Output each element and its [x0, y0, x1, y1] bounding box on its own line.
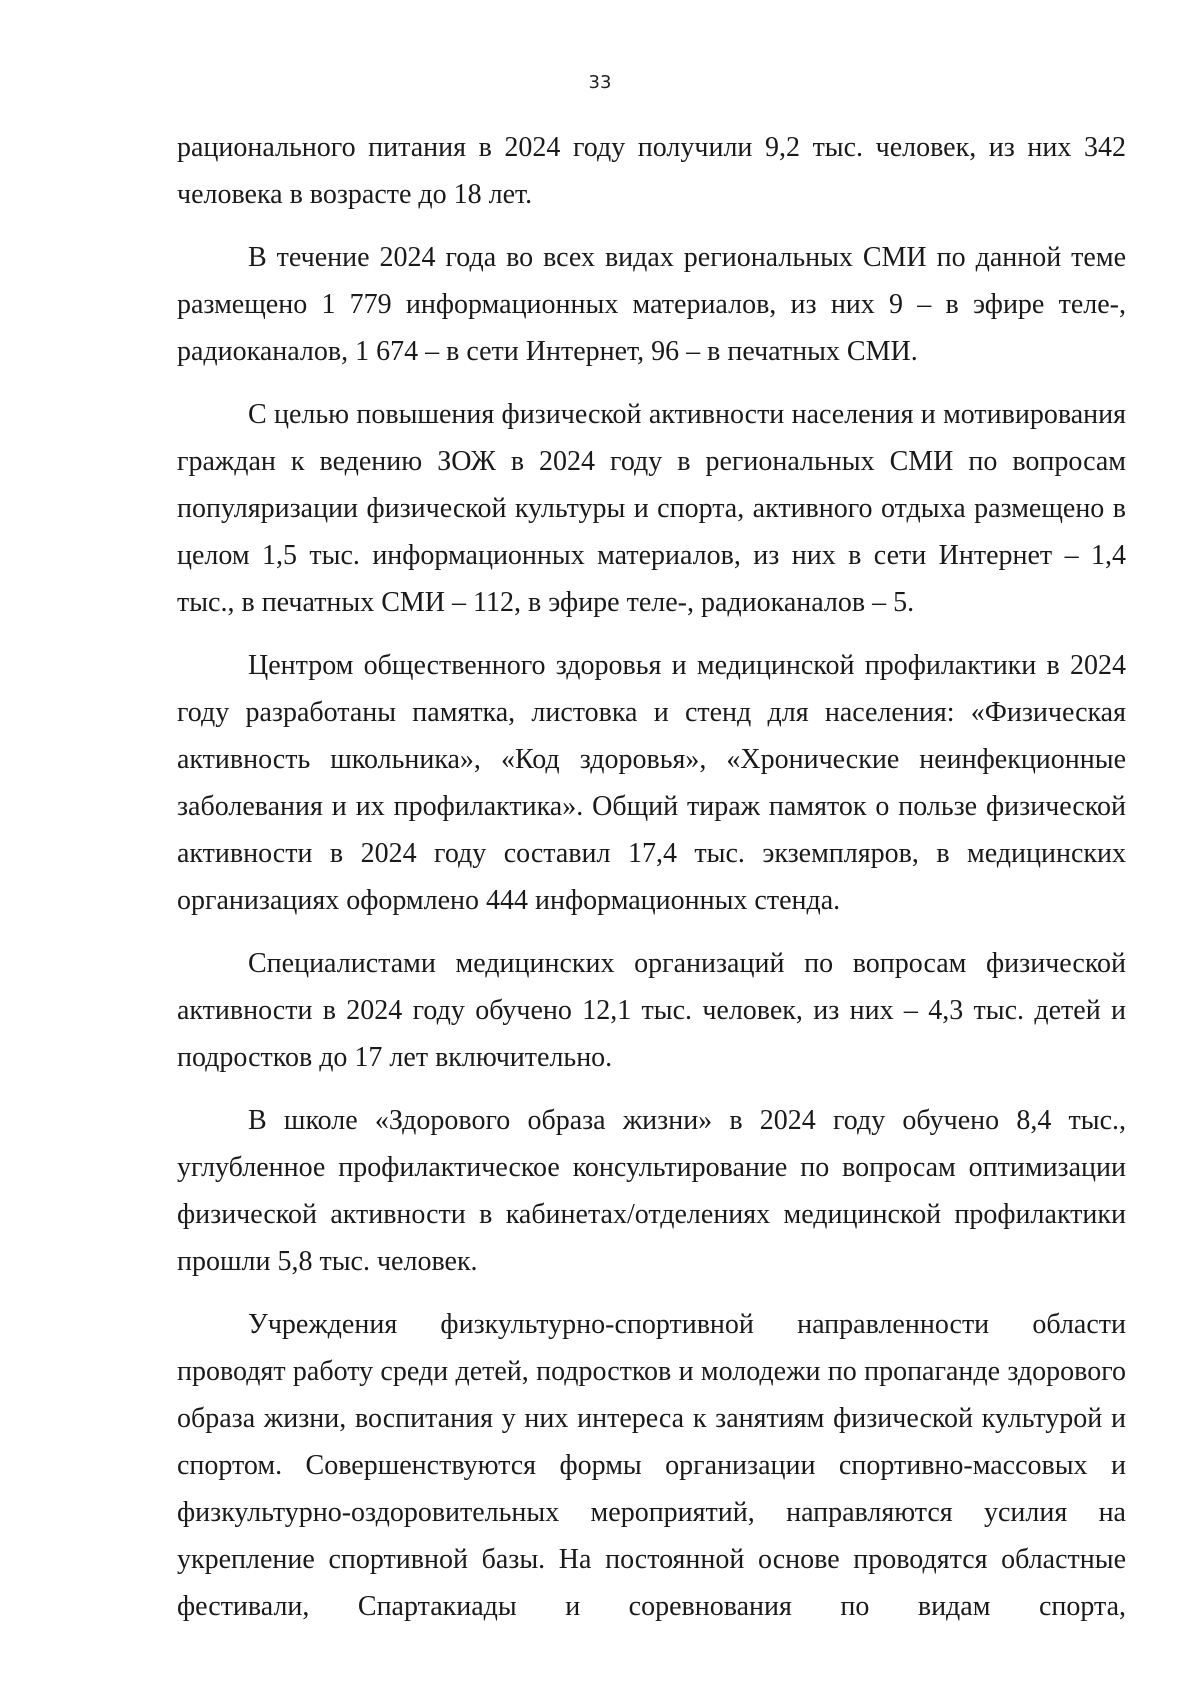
paragraph-medical-training: Специалистами медицинских организаций по вопросам физической активности в 2024 году обучено 12,1 тыс. человек, из них – 4,3 тыс. детей и подростков до 17 лет включительно. [177, 948, 1126, 1073]
paragraph-health-center-materials: Центром общественного здоровья и медицинской профилактики в 2024 году разработаны памятка, листовка и стенд для населения: «Физическая активность школьника», «Код здоровья», «Хронические неинфекционные заболевания и их профилактика». Общий тираж памяток о пользе физической активности в 2024 году составил 17,4 тыс. экземпляров, в медицинских организациях оформлено 444 информационных стенда. [177, 650, 1126, 916]
body-text [177, 124, 1126, 1630]
page-number: 33 [588, 72, 612, 93]
paragraph-nutrition-results: рационального питания в 2024 году получили 9,2 тыс. человек, из них 342 человека в возрасте до 18 лет. [177, 132, 1126, 210]
paragraph-physical-activity-media: С целью повышения физической активности населения и мотивирования граждан к ведению ЗОЖ в 2024 году в региональных СМИ по вопросам популяризации физической культуры и спорта, активного отдыха размещено в целом 1,5 тыс. информационных материалов, из них в сети Интернет – 1,4 тыс., в печатных СМИ – 112, в эфире теле-, радиоканалов – 5. [177, 399, 1126, 618]
paragraph-sports-institutions: Учреждения физкультурно-спортивной направленности области проводят работу среди детей, подростков и молодежи по пропаганде здорового образа жизни, воспитания у них интереса к занятиям физической культурой и спортом. Совершенствуются формы организации спортивно-массовых и физкультурно-оздоровительных мероприятий, направляются усилия на укрепление спортивной базы. На постоянной основе проводятся областные фестивали, Спартакиады и соревнования по видам спорта, [177, 1309, 1126, 1622]
paragraph-media-materials: В течение 2024 года во всех видах региональных СМИ по данной теме размещено 1 779 информационных материалов, из них 9 – в эфире теле-, радиоканалов, 1 674 – в сети Интернет, 96 – в печатных СМИ. [177, 242, 1126, 367]
paragraph-healthy-lifestyle-school: В школе «Здорового образа жизни» в 2024 году обучено 8,4 тыс., углубленное профилактическое консультирование по вопросам оптимизации физической активности в кабинетах/отделениях медицинской профилактики прошли 5,8 тыс. человек. [177, 1105, 1126, 1277]
